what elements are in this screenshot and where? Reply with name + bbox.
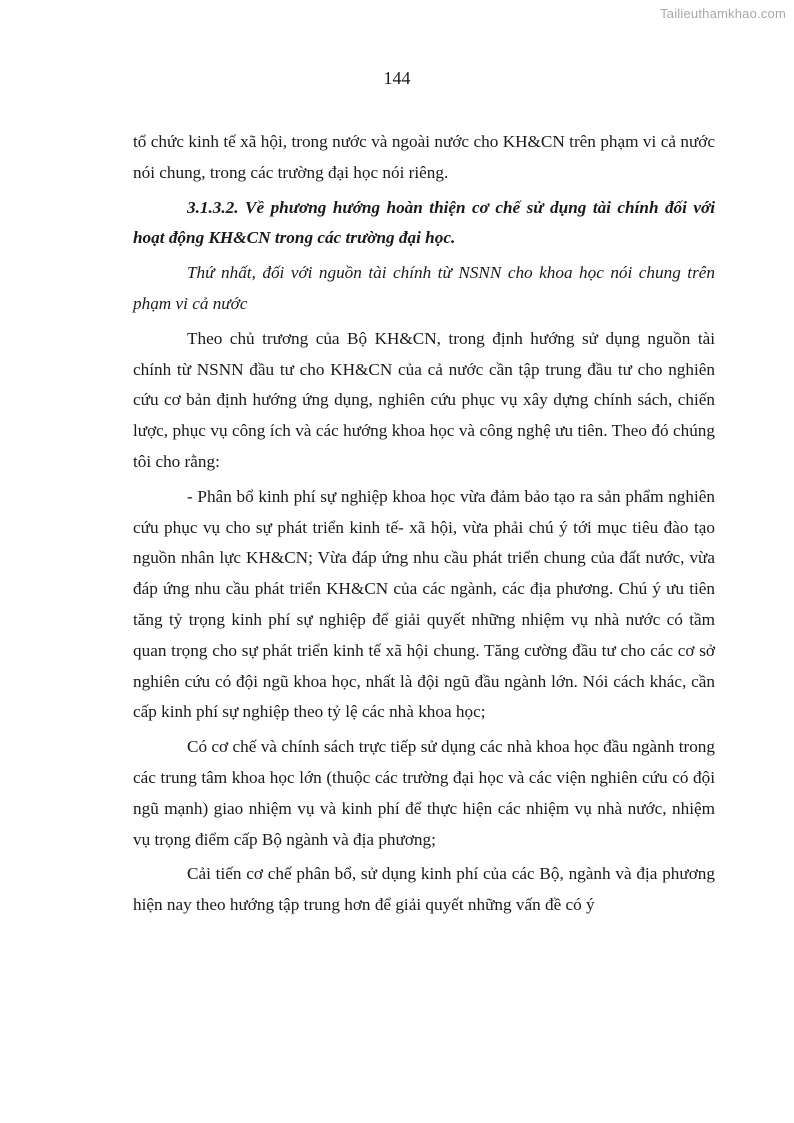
watermark: Tailieuthamkhao.com xyxy=(660,6,786,21)
paragraph-mechanism: Có cơ chế và chính sách trực tiếp sử dụng các nhà khoa học đầu ngành trong các trung tâm khoa học lớn (thuộc các trường đại học và các viện nghiên cứu có đội ngũ mạnh) giao nhiệm vụ và kinh phí để thực hiện các nhiệm vụ nhà nước, nhiệm vụ trọng điểm cấp Bộ ngành và địa phương; xyxy=(133,737,715,849)
page-number: 144 xyxy=(383,68,411,88)
paragraph-policy: Theo chủ trương của Bộ KH&CN, trong định hướng sử dụng nguồn tài chính từ NSNN đầu tư cho KH&CN của cả nước cần tập trung đầu tư cho nghiên cứu cơ bản định hướng ứng dụng, nghiên cứu phục vụ xây dựng chính sách, chiến lược, phục vụ công ích và các hướng khoa học và công nghệ ưu tiên. Theo đó chúng tôi cho rằng: xyxy=(133,328,715,471)
paragraph-budget-allocation: - Phân bổ kinh phí sự nghiệp khoa học vừa đảm bảo tạo ra sản phẩm nghiên cứu phục vụ cho sự phát triển kinh tế- xã hội, vừa phải chú ý tới mục tiêu đào tạo nguồn nhân lực KH&CN; Vừa đáp ứng nhu cầu phát triển chung của đất nước, vừa đáp ứng nhu cầu phát triển KH&CN của các ngành, các địa phương. Chú ý ưu tiên tăng tỷ trọng kinh phí sự nghiệp để giải quyết những nhiệm vụ nhà nước có tầm quan trọng cho sự phát triển kinh tế xã hội chung. Tăng cường đầu tư cho các cơ sở nghiên cứu có đội ngũ khoa học, nhất là đội ngũ đầu ngành lớn. Nói cách khác, cần cấp kinh phí sự nghiệp theo tỷ lệ các nhà khoa học; xyxy=(133,486,715,722)
document-body xyxy=(133,127,715,925)
section-heading: 3.1.3.2. Về phương hướng hoàn thiện cơ chế sử dụng tài chính đối với hoạt động KH&CN trong các trường đại học. xyxy=(133,197,715,248)
paragraph-continuation: tổ chức kinh tế xã hội, trong nước và ngoài nước cho KH&CN trên phạm vi cả nước nói chung, trong các trường đại học nói riêng. xyxy=(133,132,715,182)
subheading-first-point: Thứ nhất, đối với nguồn tài chính từ NSNN cho khoa học nói chung trên phạm vi cả nước xyxy=(133,263,715,313)
paragraph-improvement: Cải tiến cơ chế phân bổ, sử dụng kinh phí của các Bộ, ngành và địa phương hiện nay theo hướng tập trung hơn để giải quyết những vấn đề có ý xyxy=(133,864,715,915)
